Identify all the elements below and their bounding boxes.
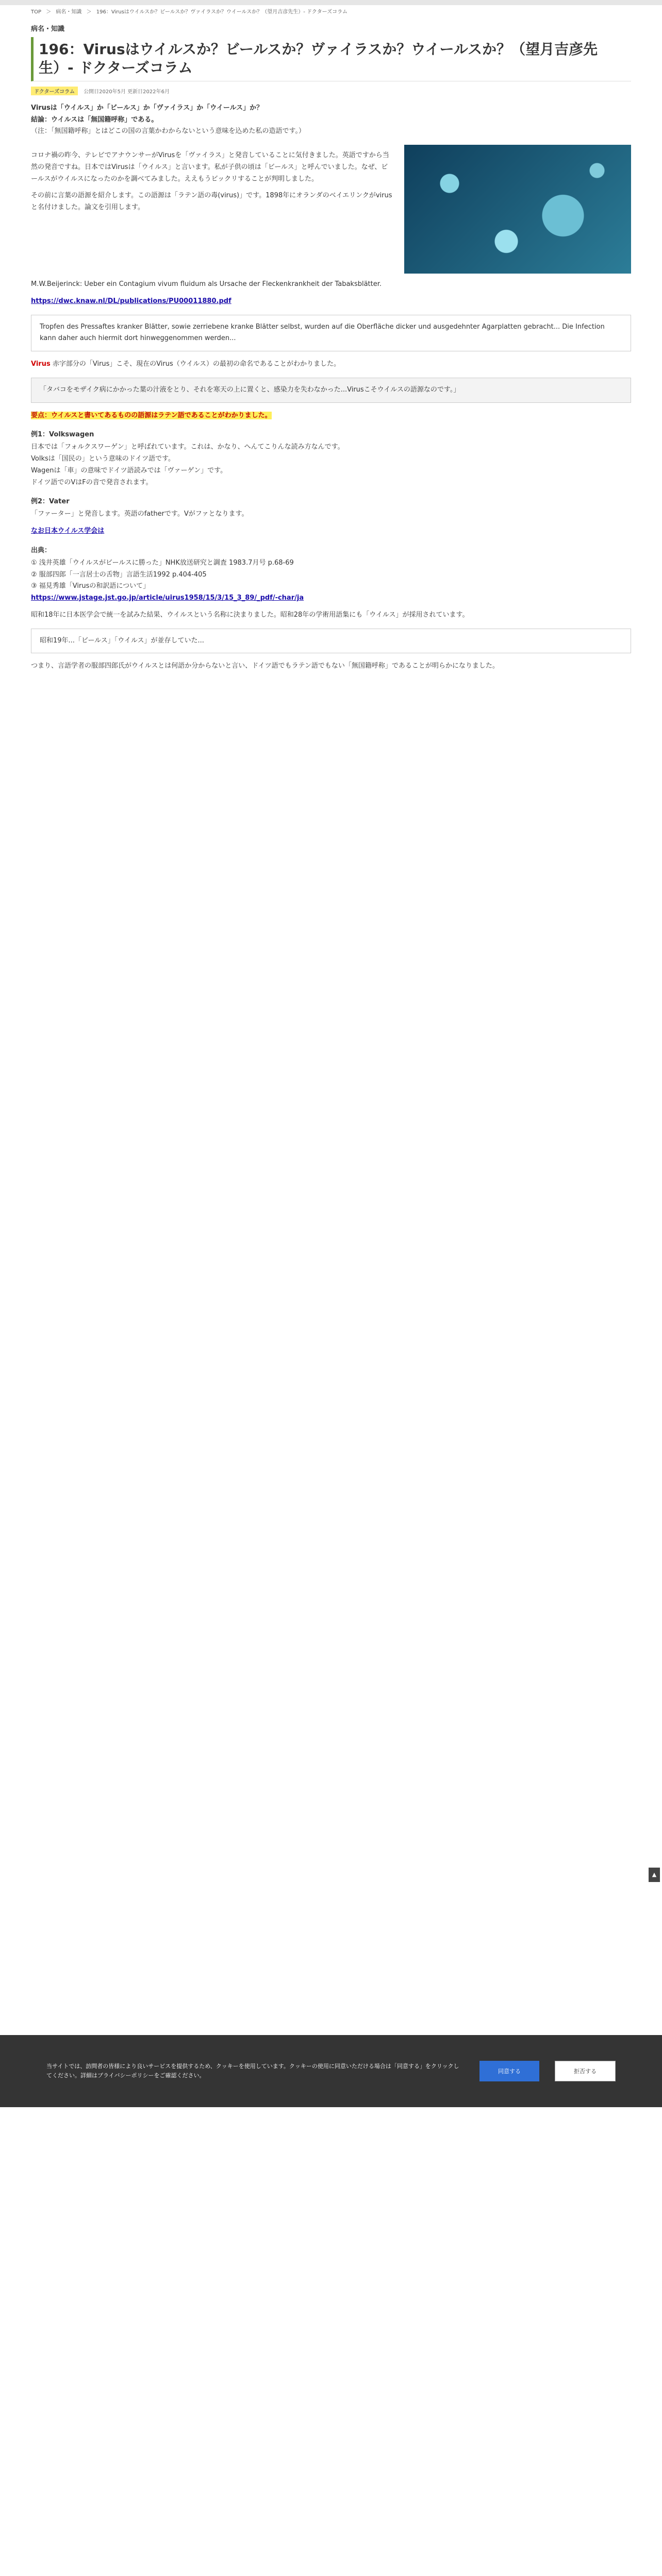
breadcrumb bbox=[0, 5, 662, 17]
citation: M.W.Beijerinck: Ueber ein Contagium vivum fluidum als Ursache der Fleckenkrankheit der Tabaksblätter. bbox=[31, 280, 382, 289]
scroll-top-button[interactable]: ▲ bbox=[649, 1868, 660, 1882]
virus-highlight: Virus bbox=[31, 360, 51, 368]
example-line: 日本では「フォルクスワーゲン」と呼ばれています。これは、かなり、へんてこりんな読み方なんです。 bbox=[31, 443, 344, 451]
example-line: ドイツ語でのVはFの音で発音されます。 bbox=[31, 478, 153, 486]
history-text: 昭和18年に日本医学会で統一を試みた結果、ウイルスという名称に決まりました。昭和28年の学術用語集にも「ウイルス」が採用されています。 bbox=[31, 611, 469, 619]
cookie-text: 当サイトでは、訪問者の皆様により良いサービスを提供するため、クッキーを使用しています。クッキーの使用に同意いただける場合は「同意する」をクリックしてください。詳細はプライバシーポリシーをご確認ください。 bbox=[46, 2063, 459, 2079]
source-item: ③ 福見秀雄「Virusの和訳語について」 bbox=[31, 582, 150, 590]
breadcrumb-top[interactable]: TOP bbox=[31, 9, 42, 15]
origin-body: 赤字部分の「Virus」こそ、現在のVirus（ウイルス）の最初の命名であることがわかりました。 bbox=[52, 360, 340, 368]
highlight-text: 要点：ウイルスと書いてあるものの語源はラテン語であることがわかりました。 bbox=[31, 411, 272, 419]
conclusion-text: つまり、言語学者の服部四郎氏がウイルスとは何語か分からないと言い、ドイツ語でもラテン語でもない「無国籍呼称」であることが明らかになりました。 bbox=[31, 662, 499, 670]
lead-question: Virusは「ウイルス」か「ビールス」か「ヴァイラス」か「ウイールス」か？ bbox=[31, 104, 263, 112]
virus-image bbox=[404, 145, 631, 274]
breadcrumb-current: 196：Virusはウイルスか？ビールスか？ヴァイラスか？ウイールスか？（望月吉彦先生）- ドクターズコラム bbox=[96, 9, 347, 15]
german-quote: Tropfen des Pressaftes kranker Blätter, sowie zerriebene kranke Blätter selbst, wurden auf die Oberfläche dicker und ausgedehnter Agarplatten gebracht... Die Infection kann daher auch hiermit dort hinweggenommen werden... bbox=[31, 315, 631, 352]
cookie-banner bbox=[0, 2035, 662, 2107]
sources-title: 出典： bbox=[31, 546, 52, 554]
example-line: Volksは「国民の」という意味のドイツ語です。 bbox=[31, 455, 175, 463]
pdf-link[interactable]: https://dwc.knaw.nl/DL/publications/PU00011880.pdf bbox=[31, 297, 231, 305]
top-bar bbox=[0, 0, 662, 5]
breadcrumb-sep: ＞ bbox=[46, 9, 52, 15]
publish-date: 公開日2020年5月 更新日2022年6月 bbox=[84, 89, 170, 95]
page-title: 196：Virusはウイルスか？ビールスか？ヴァイラスか？ウイールスか？（望月吉彦先生）- ドクターズコラム bbox=[39, 41, 598, 77]
lead-note: （注：「無国籍呼称」とはどこの国の言葉かわからないという意味を込めた私の造語です。） bbox=[31, 127, 305, 135]
origin-text bbox=[31, 359, 631, 370]
source-item: ② 服部四郎「一言居士の舌物」言語生活1992 p.404-405 bbox=[31, 570, 207, 579]
source-item: ① 浅井英雄「ウイルスがビールスに勝った」NHK放送研究と調査 1983.7月号 p.68-69 bbox=[31, 558, 294, 567]
intro-paragraph-2: その前に言葉の語源を紹介します。この語源は「ラテン語の毒(virus)」です。1898年にオランダのベイエリンクがvirusと名付けました。論文を引用します。 bbox=[31, 192, 392, 212]
cookie-accept-button[interactable]: 同意する bbox=[479, 2061, 539, 2081]
lead-conclusion: 結論：ウイルスは「無国籍呼称」である。 bbox=[31, 115, 158, 124]
example-2-title: 例2：Vater bbox=[31, 498, 70, 506]
column-tag[interactable]: ドクターズコラム bbox=[31, 87, 78, 95]
article-meta bbox=[31, 87, 631, 95]
breadcrumb-category[interactable]: 病名・知識 bbox=[56, 9, 82, 15]
section-link[interactable]: なお日本ウイルス学会は bbox=[31, 527, 105, 535]
lead-block bbox=[31, 103, 631, 138]
origin-quote: 「タバコをモザイク病にかかった葉の汁液をとり、それを寒天の上に置くと、感染力を失わなかった...Virusこそウイルスの語源なのです。」 bbox=[31, 378, 631, 403]
intro-row bbox=[31, 145, 631, 274]
cookie-reject-button[interactable]: 拒否する bbox=[555, 2061, 616, 2081]
category-label: 病名・知識 bbox=[31, 25, 65, 33]
example-2-text: 「ファーター」と発音します。英語のfatherです。Vがファとなります。 bbox=[31, 510, 249, 518]
jstage-link[interactable]: https://www.jstage.jst.go.jp/article/uirus1958/15/3/15_3_89/_pdf/-char/ja bbox=[31, 594, 304, 602]
breadcrumb-sep: ＞ bbox=[86, 9, 92, 15]
intro-paragraph: コロナ禍の昨今、テレビでアナウンサーがVirusを「ヴァイラス」と発音していることに気付きました。英語ですから当然の発音ですね。日本ではVirusは「ウイルス」と言います。私が子供の頃は「ビールス」と呼んでいました。なぜ、ビールスがウイルスになったのかを調べてみました。ええもうビックリすることが判明しました。 bbox=[31, 151, 389, 183]
history-quote: 昭和19年...「ビールス」「ウイルス」が並存していた... bbox=[31, 629, 631, 654]
example-line: Wagenは「車」の意味でドイツ語読みでは「ヴァーゲン」です。 bbox=[31, 466, 227, 474]
title-block bbox=[31, 37, 631, 81]
article bbox=[31, 23, 631, 672]
example-1-title: 例1：Volkswagen bbox=[31, 431, 94, 439]
